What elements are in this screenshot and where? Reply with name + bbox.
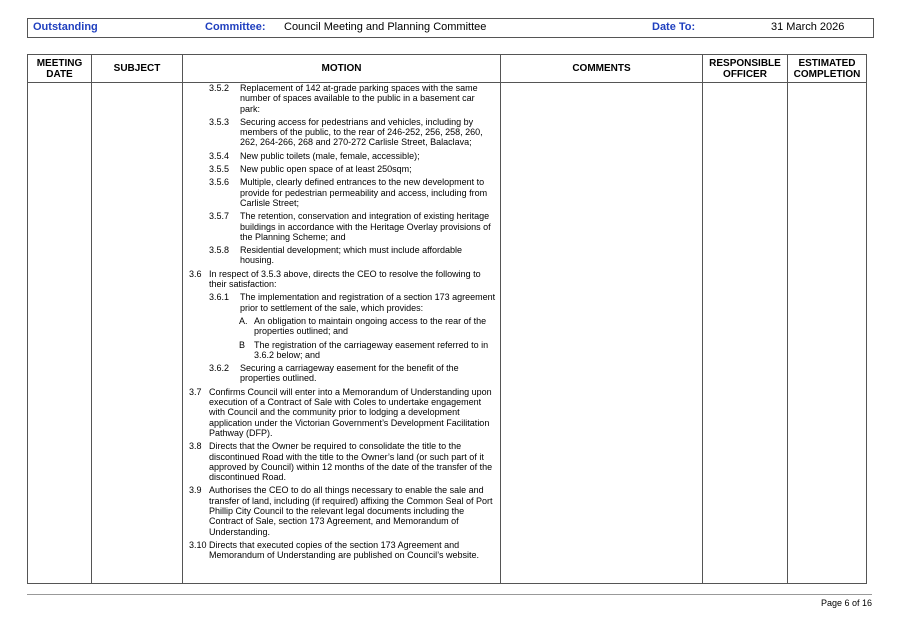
- meeting-date-cell: [28, 83, 92, 584]
- motion-item-text: New public toilets (male, female, accessible);: [240, 150, 420, 161]
- motion-item-text: Directs that the Owner be required to consolidate the title to the discontinued Road with the title to the Owner’s land (or such part of it approved by Council) within 12 months of the date of the transfer of the discontinued Road.: [209, 441, 493, 483]
- motion-item: [189, 117, 496, 148]
- motion-item: [189, 164, 496, 174]
- outstanding-label: Outstanding: [33, 21, 98, 33]
- col-subject: SUBJECT: [92, 55, 183, 83]
- motion-item: [189, 540, 496, 561]
- motion-item-text: Securing a carriageway easement for the benefit of the properties outlined.: [240, 363, 459, 384]
- committee-value: Council Meeting and Planning Committee: [284, 21, 487, 33]
- motion-item: [189, 245, 496, 266]
- table-header-row: [28, 55, 867, 83]
- motion-item-text: Multiple, clearly defined entrances to the new development to provide for pedestrian permeability and access, including from Carlisle Street;: [240, 177, 488, 208]
- motion-item-number: 3.5.3: [209, 116, 230, 127]
- page-number: Page 6 of 16: [820, 598, 872, 608]
- footer-divider: [27, 594, 872, 595]
- motion-item-text: Securing access for pedestrians and vehicles, including by members of the public, to the rear of 246-252, 256, 258, 260, 262, 264-266, 268 and 270-272 Carlisle Street, Balaclava;: [240, 116, 483, 148]
- committee-label: Committee:: [205, 21, 266, 33]
- col-comments: COMMENTS: [501, 55, 703, 83]
- motion-item: [189, 316, 496, 337]
- comments-cell: [501, 83, 703, 584]
- motion-item-text: Confirms Council will enter into a Memorandum of Understanding upon execution of a Contract of Sale with Coles to undertake engagement with Council and the community prior to lodging a development application under the Victorian Government’s Development Facilitation Pathway (DFP).: [209, 386, 492, 438]
- col-responsible-officer: RESPONSIBLE OFFICER: [703, 55, 788, 83]
- motion-item: [189, 363, 496, 384]
- motion-item-text: Directs that executed copies of the section 173 Agreement and Memorandum of Understanding are published on Council’s website.: [209, 539, 479, 561]
- motion-item: [189, 485, 496, 536]
- motion-item-number: 3.6.2: [209, 363, 230, 374]
- motion-item-text: New public open space of at least 250sqm;: [240, 164, 412, 175]
- motion-item-number: 3.8: [189, 441, 202, 452]
- motion-item-text: An obligation to maintain ongoing access to the rear of the properties outlined; and: [254, 315, 487, 337]
- table-row: [28, 83, 867, 584]
- motion-item-number: 3.5.7: [209, 211, 230, 222]
- col-meeting-date: MEETING DATE: [28, 55, 92, 83]
- date-to-label: Date To:: [652, 21, 696, 33]
- estimated-completion-cell: [788, 83, 867, 584]
- motion-item: [189, 83, 496, 114]
- motion-item-text: Residential development; which must include affordable housing.: [240, 245, 462, 266]
- motion-list: [189, 83, 496, 583]
- motion-item-number: 3.5.4: [209, 150, 230, 161]
- motion-item: [189, 151, 496, 161]
- motion-item-text: The registration of the carriageway easement referred to in 3.6.2 below; and: [254, 339, 489, 360]
- motion-item: [189, 387, 496, 438]
- motion-item: [189, 177, 496, 208]
- motion-item-number: 3.9: [189, 485, 202, 496]
- motion-item: [189, 269, 496, 290]
- motion-item: [189, 211, 496, 242]
- motion-item-number: 3.7: [189, 386, 202, 397]
- motion-item-number: 3.6.1: [209, 292, 230, 303]
- motion-item-number: 3.5.5: [209, 164, 230, 175]
- outstanding-actions-table: [27, 54, 867, 584]
- motion-item-text: In respect of 3.5.3 above, directs the CEO to resolve the following to their satisfaction:: [209, 268, 481, 290]
- report-header: [27, 18, 874, 38]
- responsible-officer-cell: [703, 83, 788, 584]
- motion-item: [189, 340, 496, 361]
- motion-item-number: 3.6: [189, 268, 202, 279]
- subject-cell: [92, 83, 183, 584]
- motion-item: [189, 292, 496, 313]
- motion-item: [189, 441, 496, 482]
- motion-item-number: B: [239, 339, 246, 350]
- motion-item-number: 3.5.8: [209, 245, 230, 256]
- motion-cell: [183, 83, 501, 584]
- date-to-value: 31 March 2026: [771, 21, 845, 33]
- motion-item-text: The retention, conservation and integration of existing heritage buildings in accordance with the Heritage Overlay provisions of the Planning Scheme; and: [240, 211, 491, 242]
- motion-item-text: Replacement of 142 at-grade parking spaces with the same number of spaces available to the public in a basement car park:: [240, 83, 478, 114]
- motion-item-text: The implementation and registration of a section 173 agreement prior to settlement of the sale, which provides:: [240, 292, 496, 313]
- col-estimated-completion: ESTIMATED COMPLETION: [788, 55, 867, 83]
- motion-item-number: A.: [239, 315, 248, 326]
- motion-item-text: Authorises the CEO to do all things necessary to enable the sale and transfer of land, including (if required) affixing the Common Seal of Port Phillip City Council to the relevant legal documents including the Contract of Sale, section 173 Agreement, and Memorandum of Understanding.: [209, 485, 493, 537]
- motion-item-number: 3.5.6: [209, 177, 230, 188]
- col-motion: MOTION: [183, 55, 501, 83]
- motion-item-number: 3.10: [189, 539, 207, 550]
- motion-item-number: 3.5.2: [209, 83, 230, 93]
